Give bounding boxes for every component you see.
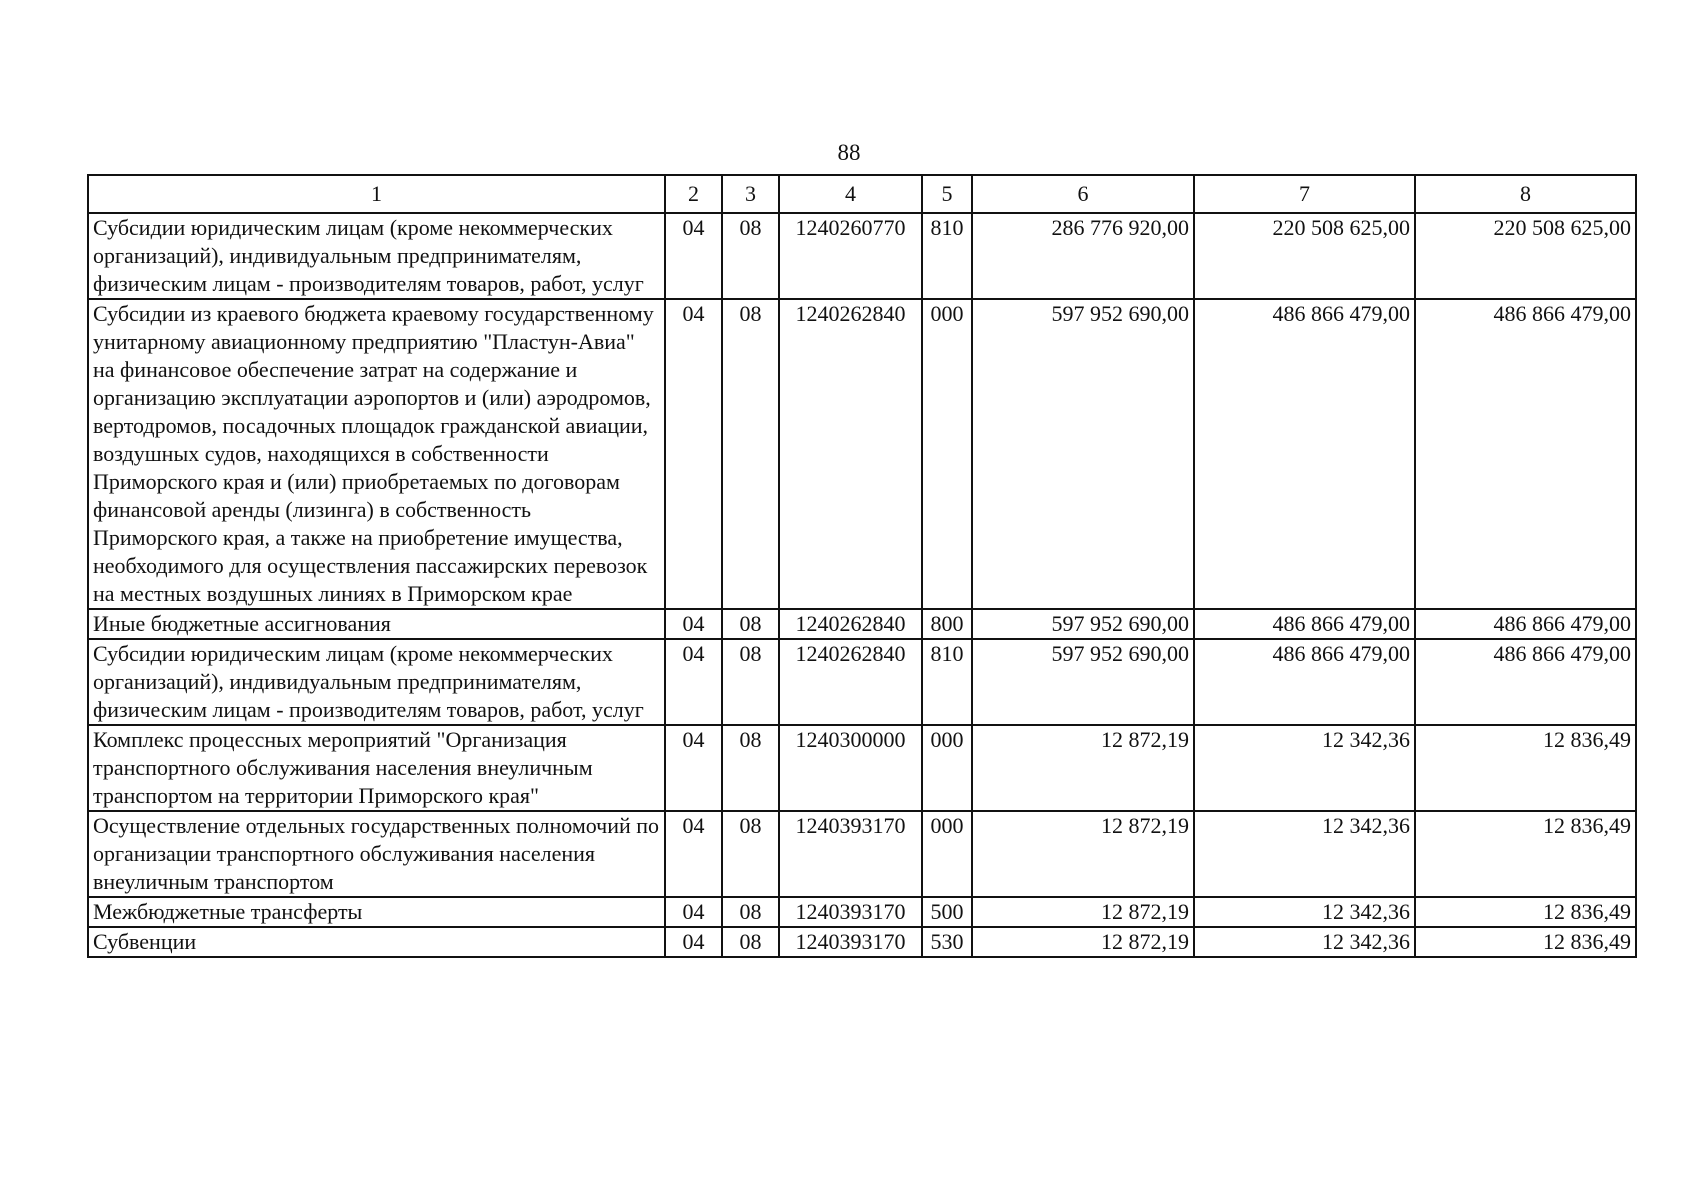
amount-col7: 12 342,36 <box>1194 927 1415 957</box>
column-header: 5 <box>922 175 972 213</box>
expense-type-code: 000 <box>922 811 972 897</box>
expense-type-code: 810 <box>922 213 972 299</box>
table-row <box>88 811 1636 897</box>
amount-col7: 12 342,36 <box>1194 897 1415 927</box>
expense-type-code: 000 <box>922 299 972 609</box>
amount-col7: 486 866 479,00 <box>1194 299 1415 609</box>
row-name: Субвенции <box>88 927 665 957</box>
target-article-code: 1240393170 <box>779 811 922 897</box>
column-header: 8 <box>1415 175 1636 213</box>
target-article-code: 1240262840 <box>779 299 922 609</box>
subsection-code: 08 <box>722 927 779 957</box>
subsection-code: 08 <box>722 639 779 725</box>
target-article-code: 1240393170 <box>779 927 922 957</box>
header-row <box>88 175 1636 213</box>
amount-col8: 12 836,49 <box>1415 811 1636 897</box>
subsection-code: 08 <box>722 299 779 609</box>
subsection-code: 08 <box>722 213 779 299</box>
column-header: 6 <box>972 175 1194 213</box>
page-number: 88 <box>837 140 861 165</box>
row-name: Осуществление отдельных государственных полномочий по организации транспортного обслуживания населения внеуличным транспортом <box>88 811 665 897</box>
target-article-code: 1240260770 <box>779 213 922 299</box>
target-article-code: 1240262840 <box>779 639 922 725</box>
section-code: 04 <box>665 811 722 897</box>
amount-col6: 597 952 690,00 <box>972 609 1194 639</box>
column-header: 7 <box>1194 175 1415 213</box>
table-row <box>88 609 1636 639</box>
table-row <box>88 725 1636 811</box>
budget-table <box>87 174 1637 958</box>
row-name: Субсидии юридическим лицам (кроме некоммерческих организаций), индивидуальным предпринимателям, физическим лицам - производителям товаров, работ, услуг <box>88 639 665 725</box>
amount-col6: 597 952 690,00 <box>972 299 1194 609</box>
subsection-code: 08 <box>722 609 779 639</box>
row-name: Межбюджетные трансферты <box>88 897 665 927</box>
section-code: 04 <box>665 213 722 299</box>
row-name: Иные бюджетные ассигнования <box>88 609 665 639</box>
row-name: Субсидии юридическим лицам (кроме некоммерческих организаций), индивидуальным предпринимателям, физическим лицам - производителям товаров, работ, услуг <box>88 213 665 299</box>
amount-col6: 12 872,19 <box>972 897 1194 927</box>
subsection-code: 08 <box>722 897 779 927</box>
amount-col8: 486 866 479,00 <box>1415 639 1636 725</box>
table-row <box>88 927 1636 957</box>
column-header: 2 <box>665 175 722 213</box>
expense-type-code: 530 <box>922 927 972 957</box>
table-row <box>88 213 1636 299</box>
subsection-code: 08 <box>722 811 779 897</box>
amount-col7: 486 866 479,00 <box>1194 639 1415 725</box>
section-code: 04 <box>665 609 722 639</box>
amount-col7: 12 342,36 <box>1194 725 1415 811</box>
section-code: 04 <box>665 639 722 725</box>
amount-col8: 12 836,49 <box>1415 897 1636 927</box>
amount-col8: 12 836,49 <box>1415 927 1636 957</box>
row-name: Субсидии из краевого бюджета краевому государственному унитарному авиационному предприятию "Пластун-Авиа" на финансовое обеспечение затрат на содержание и организацию эксплуатации аэропортов и (или) аэродромов, вертодромов, посадочных площадок гражданской авиации, воздушных судов, находящихся в собственности Приморского края и (или) приобретаемых по договорам финансовой аренды (лизинга) в собственность Приморского края, а также на приобретение имущества, необходимого для осуществления пассажирских перевозок на местных воздушных линиях в Приморском крае <box>88 299 665 609</box>
amount-col7: 486 866 479,00 <box>1194 609 1415 639</box>
amount-col7: 12 342,36 <box>1194 811 1415 897</box>
subsection-code: 08 <box>722 725 779 811</box>
target-article-code: 1240300000 <box>779 725 922 811</box>
amount-col6: 12 872,19 <box>972 927 1194 957</box>
table-row <box>88 639 1636 725</box>
amount-col6: 286 776 920,00 <box>972 213 1194 299</box>
column-header: 3 <box>722 175 779 213</box>
expense-type-code: 000 <box>922 725 972 811</box>
amount-col7: 220 508 625,00 <box>1194 213 1415 299</box>
amount-col8: 486 866 479,00 <box>1415 299 1636 609</box>
table-row <box>88 299 1636 609</box>
amount-col8: 12 836,49 <box>1415 725 1636 811</box>
table-row <box>88 897 1636 927</box>
section-code: 04 <box>665 927 722 957</box>
amount-col6: 12 872,19 <box>972 811 1194 897</box>
expense-type-code: 500 <box>922 897 972 927</box>
column-header: 4 <box>779 175 922 213</box>
amount-col6: 597 952 690,00 <box>972 639 1194 725</box>
column-header: 1 <box>88 175 665 213</box>
section-code: 04 <box>665 897 722 927</box>
expense-type-code: 800 <box>922 609 972 639</box>
section-code: 04 <box>665 299 722 609</box>
target-article-code: 1240393170 <box>779 897 922 927</box>
row-name: Комплекс процессных мероприятий "Организация транспортного обслуживания населения внеуличным транспортом на территории Приморского края" <box>88 725 665 811</box>
amount-col8: 220 508 625,00 <box>1415 213 1636 299</box>
expense-type-code: 810 <box>922 639 972 725</box>
section-code: 04 <box>665 725 722 811</box>
amount-col8: 486 866 479,00 <box>1415 609 1636 639</box>
amount-col6: 12 872,19 <box>972 725 1194 811</box>
target-article-code: 1240262840 <box>779 609 922 639</box>
